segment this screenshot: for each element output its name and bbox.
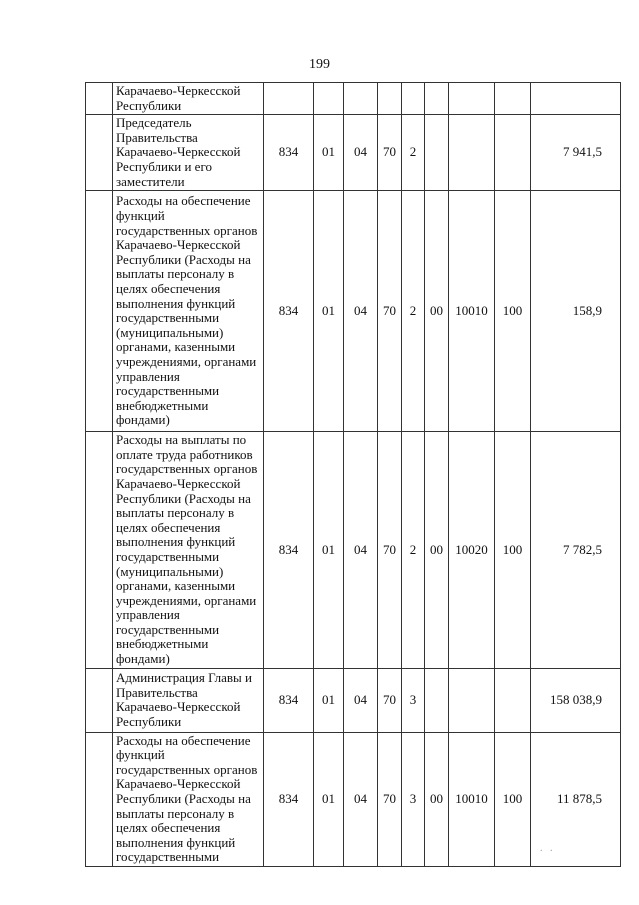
subprogram-code: 2 <box>402 191 425 432</box>
row-number-cell <box>86 432 113 669</box>
section-code: 01 <box>314 732 344 866</box>
direction-code <box>425 668 449 732</box>
table-row <box>86 668 621 732</box>
type-code: 100 <box>495 432 531 669</box>
item-name: Расходы на обеспечение функций государственных органов Карачаево-Черкесской Республики (Расходы на выплаты персоналу в целях обеспечения выполнения функций государственными (муниципальными) органами, казенными учреждениями, органами управления государственными внебюджетными фондами) <box>113 191 264 432</box>
section-code: 01 <box>314 115 344 191</box>
expense-code: 10010 <box>449 732 495 866</box>
type-code <box>495 668 531 732</box>
table-row <box>86 191 621 432</box>
item-name: Председатель Правительства Карачаево-Черкесской Республики и его заместители <box>113 115 264 191</box>
ministry-code: 834 <box>264 115 314 191</box>
subprogram-code: 2 <box>402 432 425 669</box>
expense-code: 10020 <box>449 432 495 669</box>
subprogram-code: 2 <box>402 115 425 191</box>
table-row <box>86 432 621 669</box>
subsection-code: 04 <box>344 115 378 191</box>
item-name: Администрация Главы и Правительства Карачаево-Черкесской Республики <box>113 668 264 732</box>
ministry-code <box>264 83 314 115</box>
item-name: Карачаево-Черкесской Республики <box>113 83 264 115</box>
item-name: Расходы на выплаты по оплате труда работников государственных органов Карачаево-Черкесской Республики (Расходы на выплаты персоналу в целях обеспечения выполнения функций государственными (муниципальными) органами, казенными учреждениями, органами управления государственными внебюджетными фондами) <box>113 432 264 669</box>
expense-code <box>449 83 495 115</box>
ministry-code: 834 <box>264 191 314 432</box>
row-number-cell <box>86 668 113 732</box>
subprogram-code: 3 <box>402 732 425 866</box>
row-number-cell <box>86 732 113 866</box>
direction-code: 00 <box>425 191 449 432</box>
program-code: 70 <box>378 432 402 669</box>
direction-code <box>425 83 449 115</box>
program-code: 70 <box>378 732 402 866</box>
type-code <box>495 83 531 115</box>
section-code: 01 <box>314 191 344 432</box>
page-number: 199 <box>309 57 330 72</box>
program-code: 70 <box>378 115 402 191</box>
table-row <box>86 115 621 191</box>
section-code <box>314 83 344 115</box>
budget-table <box>85 82 621 867</box>
subprogram-code: 3 <box>402 668 425 732</box>
row-number-cell <box>86 191 113 432</box>
item-name: Расходы на обеспечение функций государственных органов Карачаево-Черкесской Республики (Расходы на выплаты персоналу в целях обеспечения выполнения функций государственными <box>113 732 264 866</box>
section-code: 01 <box>314 668 344 732</box>
type-code: 100 <box>495 732 531 866</box>
subprogram-code <box>402 83 425 115</box>
scan-noise: . . <box>540 843 553 854</box>
direction-code: 00 <box>425 432 449 669</box>
program-code <box>378 83 402 115</box>
ministry-code: 834 <box>264 668 314 732</box>
expense-code: 10010 <box>449 191 495 432</box>
amount: 7 941,5 <box>531 115 621 191</box>
type-code <box>495 115 531 191</box>
ministry-code: 834 <box>264 432 314 669</box>
expense-code <box>449 115 495 191</box>
amount: 158,9 <box>531 191 621 432</box>
subsection-code <box>344 83 378 115</box>
row-number-cell <box>86 83 113 115</box>
program-code: 70 <box>378 668 402 732</box>
row-number-cell <box>86 115 113 191</box>
subsection-code: 04 <box>344 668 378 732</box>
subsection-code: 04 <box>344 432 378 669</box>
section-code: 01 <box>314 432 344 669</box>
subsection-code: 04 <box>344 191 378 432</box>
amount: 158 038,9 <box>531 668 621 732</box>
amount: 7 782,5 <box>531 432 621 669</box>
table-row <box>86 83 621 115</box>
expense-code <box>449 668 495 732</box>
amount: 11 878,5 <box>531 732 621 866</box>
ministry-code: 834 <box>264 732 314 866</box>
direction-code <box>425 115 449 191</box>
type-code: 100 <box>495 191 531 432</box>
amount <box>531 83 621 115</box>
direction-code: 00 <box>425 732 449 866</box>
program-code: 70 <box>378 191 402 432</box>
subsection-code: 04 <box>344 732 378 866</box>
